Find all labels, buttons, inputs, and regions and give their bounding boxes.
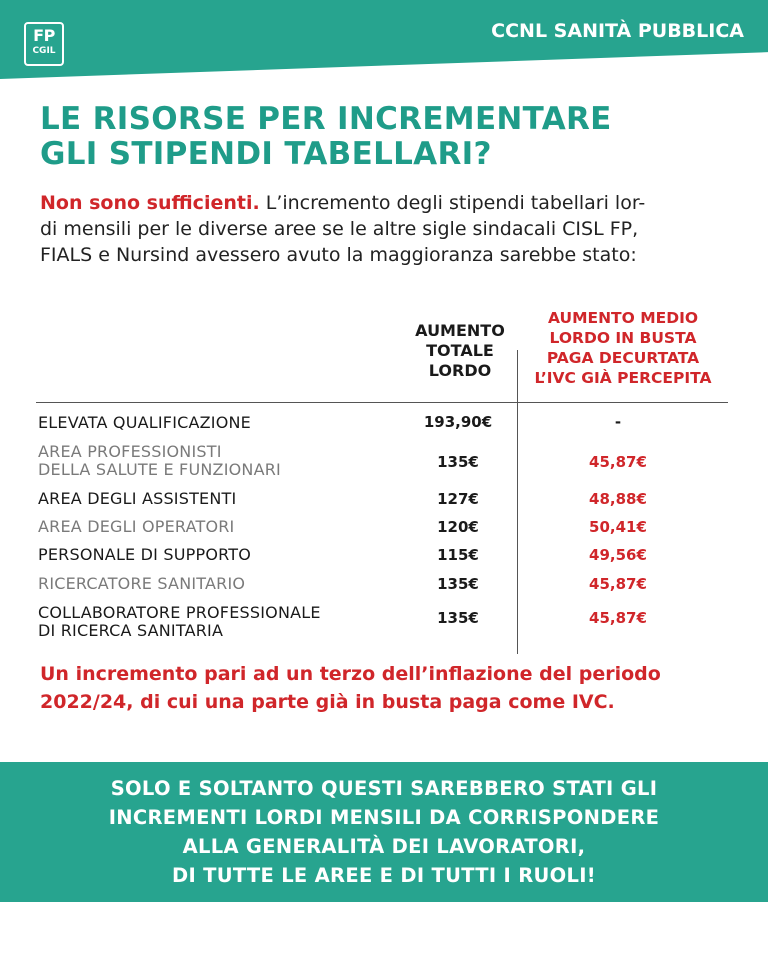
row-average-value: 49,56€ xyxy=(589,546,647,564)
row-label-line: PERSONALE DI SUPPORTO xyxy=(38,545,252,564)
row-total-value: 115€ xyxy=(437,546,479,564)
table-row xyxy=(38,443,728,481)
row-total-value: 193,90€ xyxy=(423,413,493,431)
banner-line-1: SOLO E SOLTANTO QUESTI SAREBBERO STATI GLI xyxy=(110,777,658,800)
row-label-line: AREA PROFESSIONISTI xyxy=(38,442,222,461)
column-header-total-line: LORDO xyxy=(428,361,492,380)
table-row xyxy=(38,414,728,436)
row-average-value: 45,87€ xyxy=(589,575,647,593)
main-title xyxy=(40,102,740,172)
column-header-average xyxy=(528,308,718,388)
intro-line-3: FIALS e Nursind avessero avuto la maggioranza sarebbe stato: xyxy=(40,244,637,266)
row-average-value: 45,87€ xyxy=(589,453,647,471)
fp-cgil-logo xyxy=(24,22,64,66)
row-total-value: 135€ xyxy=(437,609,479,627)
closing-statement xyxy=(40,660,740,716)
row-label-line: COLLABORATORE PROFESSIONALE xyxy=(38,603,321,622)
closing-line-2: 2022/24, di cui una parte già in busta paga come IVC. xyxy=(40,691,615,713)
row-label xyxy=(38,546,408,564)
row-label-line: ELEVATA QUALIFICAZIONE xyxy=(38,413,251,432)
row-total-value: 135€ xyxy=(437,453,479,471)
column-header-average-line: L’IVC GIÀ PERCEPITA xyxy=(534,369,712,387)
row-total-value: 127€ xyxy=(437,490,479,508)
intro-paragraph xyxy=(40,190,740,268)
column-header-average-line: LORDO IN BUSTA xyxy=(549,329,697,347)
main-title-line-2: GLI STIPENDI TABELLARI? xyxy=(40,136,492,172)
row-label-line: AREA DEGLI ASSISTENTI xyxy=(38,489,237,508)
banner-line-2: INCREMENTI LORDI MENSILI DA CORRISPONDERE xyxy=(108,806,660,829)
column-header-total-line: TOTALE xyxy=(426,341,494,360)
banner-line-4: DI TUTTE LE AREE E DI TUTTI I RUOLI! xyxy=(171,864,596,887)
row-average-value: 50,41€ xyxy=(589,518,647,536)
row-label-line: DI RICERCA SANITARIA xyxy=(38,621,224,640)
intro-line-2: di mensili per le diverse aree se le altre sigle sindacali CISL FP, xyxy=(40,218,639,240)
header-divider xyxy=(36,402,728,403)
closing-line-1: Un incremento pari ad un terzo dell’inflazione del periodo xyxy=(40,663,661,685)
column-header-average-line: AUMENTO MEDIO xyxy=(547,309,699,327)
column-header-total xyxy=(405,321,515,381)
row-average-value: 48,88€ xyxy=(589,490,647,508)
row-label xyxy=(38,575,408,593)
table-row xyxy=(38,604,728,642)
row-label xyxy=(38,518,408,536)
column-header-average-line: PAGA DECURTATA xyxy=(546,349,700,367)
row-total-value: 135€ xyxy=(437,575,479,593)
intro-lead: Non sono sufficienti. xyxy=(40,192,260,214)
row-label-line: AREA DEGLI OPERATORI xyxy=(38,517,235,536)
table-row xyxy=(38,490,728,512)
row-average-value: 45,87€ xyxy=(589,609,647,627)
row-total-value: 120€ xyxy=(437,518,479,536)
intro-line-1: L’incremento degli stipendi tabellari lor- xyxy=(259,192,646,214)
column-header-total-line: AUMENTO xyxy=(415,321,505,340)
logo-cgil-text: CGIL xyxy=(32,46,56,56)
row-label xyxy=(38,443,408,479)
main-title-line-1: LE RISORSE PER INCREMENTARE xyxy=(40,101,612,137)
row-label xyxy=(38,490,408,508)
row-average-value: - xyxy=(614,413,622,431)
row-label xyxy=(38,414,408,432)
row-label-line: RICERCATORE SANITARIO xyxy=(38,574,246,593)
table-row xyxy=(38,575,728,597)
header-title: CCNL SANITÀ PUBBLICA xyxy=(491,20,744,42)
table-row xyxy=(38,546,728,568)
banner-line-3: ALLA GENERALITÀ DEI LAVORATORI, xyxy=(182,835,586,858)
logo-fp-text: FP xyxy=(33,26,55,45)
row-label-line: DELLA SALUTE E FUNZIONARI xyxy=(38,460,281,479)
footer-banner-text xyxy=(20,774,748,890)
row-label xyxy=(38,604,408,640)
table-row xyxy=(38,518,728,540)
